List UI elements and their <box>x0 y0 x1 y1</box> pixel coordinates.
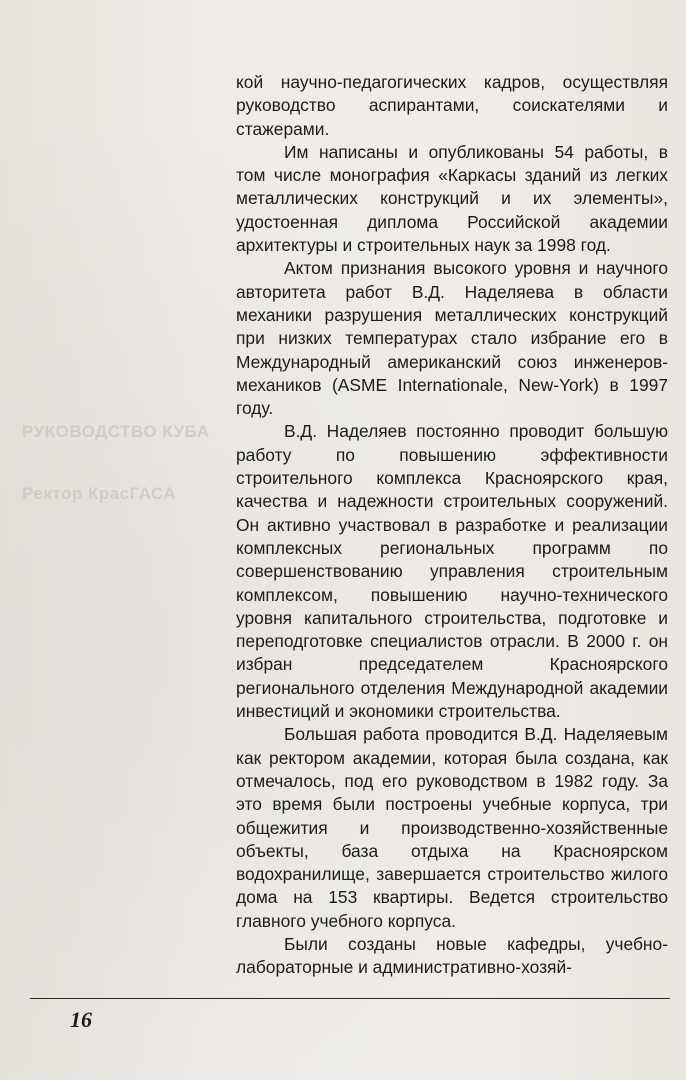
paragraph-regional-work: В.Д. Наделяев постоянно проводит большую работу по повышению эффективности строительного комплекса Красноярского края, качества и надежности строительных сооружений. Он активно участвовал в разработке и реализации комплексных региональных программ по совершенствованию управления строительным комплексом, повышению научно-технического уровня капитального строительства, подготовке и переподготовке специалистов отрасли. В 2000 г. он избран председателем Красноярского регионального отделения Международной академии инвестиций и экономики строительства. <box>236 421 668 722</box>
paragraph-publications: Им написаны и опубликованы 54 работы, в том числе монография «Каркасы зданий из легких металлических конструкций и их элементы», удостоенная диплома Российской академии архитектуры и строительных наук за 1998 год. <box>236 141 668 256</box>
footer-rule <box>30 998 670 999</box>
margin-bleedthrough-caption: Ректор КрасГАСА <box>22 484 177 503</box>
margin-bleedthrough-heading: РУКОВОДСТВО КУБА <box>22 422 210 441</box>
text-column <box>236 71 668 980</box>
paragraph-asme-membership: Актом признания высокого уровня и научного авторитета работ В.Д. Наделяева в области механики разрушения металлических конструкций при низких температурах стало избрание его в Международный американский союз инженеров-механиков (ASME Internationale, New-York) в 1997 году. <box>236 258 668 419</box>
paragraph-new-departments: Были созданы новые кафедры, учебно-лабораторные и административно-хозяй- <box>236 933 668 978</box>
page-number: 16 <box>70 1007 92 1032</box>
paragraph-rector-work: Большая работа проводится В.Д. Наделяевым как ректором академии, которая была создана, как отмечалось, под его руководством в 1982 году. За это время были построены учебные корпуса, три общежития и производственно-хозяйственные объекты, база отдыха на Красноярском водохранилище, завершается строительство жилого дома на 153 квартиры. Ведется строительство главного учебного корпуса. <box>236 724 668 931</box>
paragraph-continued: кой научно-педагогических кадров, осуществляя руководство аспирантами, соискателями и стажерами. <box>236 72 668 139</box>
